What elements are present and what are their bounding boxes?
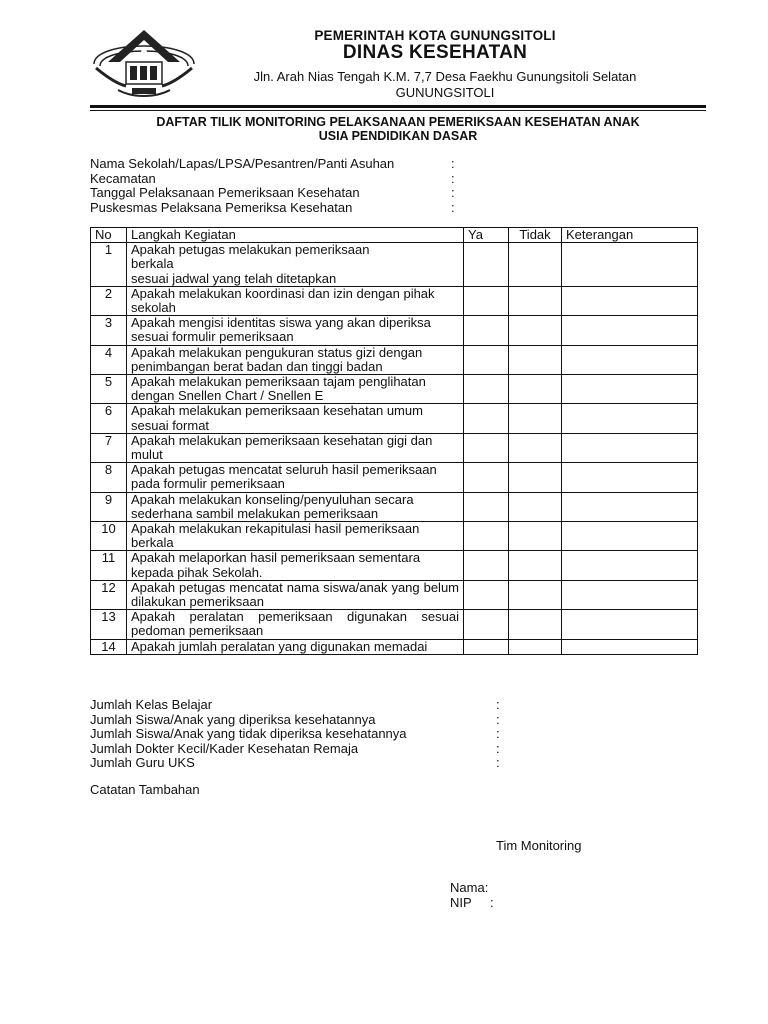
row-number: 14 <box>91 639 127 654</box>
no-cell[interactable] <box>509 316 562 345</box>
summary-colon: : <box>496 740 500 756</box>
step-text-line: sesuai jadwal yang telah ditetapkan <box>131 270 337 286</box>
name-colon: : <box>484 880 489 895</box>
info-colon: : <box>451 156 455 171</box>
row-number: 1 <box>91 243 127 287</box>
row-number: 7 <box>91 433 127 462</box>
checklist-table <box>90 227 698 655</box>
yes-cell[interactable] <box>464 492 509 521</box>
table-row <box>91 522 698 551</box>
signature-name-row <box>450 880 488 895</box>
info-row <box>90 172 470 187</box>
yes-cell[interactable] <box>464 463 509 492</box>
row-step: Apakah melakukan pemeriksaan kesehatan gigi dan mulut <box>127 433 464 462</box>
table-header-row <box>91 228 698 243</box>
notes-cell[interactable] <box>562 492 698 521</box>
document-subtitle: USIA PENDIDIKAN DASAR <box>318 129 478 143</box>
summary-colon: : <box>496 711 500 727</box>
document-title: DAFTAR TILIK MONITORING PELAKSANAAN PEMERIKSAAN KESEHATAN ANAK <box>156 115 640 129</box>
row-number: 5 <box>91 375 127 404</box>
row-step: Apakah melakukan koordinasi dan izin dengan pihak sekolah <box>127 286 464 315</box>
yes-cell[interactable] <box>464 433 509 462</box>
no-cell[interactable] <box>509 404 562 433</box>
no-cell[interactable] <box>509 463 562 492</box>
no-cell[interactable] <box>509 551 562 580</box>
row-step: Apakah melakukan konseling/penyuluhan secara sederhana sambil melakukan pemeriksaan <box>127 492 464 521</box>
header-no-answer: Tidak <box>509 228 562 243</box>
letterhead-rule <box>90 105 706 108</box>
agency-address: Jln. Arah Nias Tengah K.M. 7,7 Desa Faekhu Gunungsitoli Selatan <box>253 69 637 84</box>
yes-cell[interactable] <box>464 243 509 287</box>
row-step: Apakah petugas mencatat nama siswa/anak yang belum dilakukan pemeriksaan <box>127 580 464 609</box>
row-step: Apakah peralatan pemeriksaan digunakan sesuai pedoman pemeriksaan <box>127 610 464 639</box>
yes-cell[interactable] <box>464 286 509 315</box>
summary-row <box>90 727 510 742</box>
summary-colon: : <box>496 726 500 741</box>
info-label: Kecamatan <box>90 170 156 186</box>
table-row <box>91 433 698 462</box>
no-cell[interactable] <box>509 375 562 404</box>
notes-cell[interactable] <box>562 316 698 345</box>
row-number: 13 <box>91 610 127 639</box>
table-row <box>91 375 698 404</box>
summary-row <box>90 756 510 771</box>
notes-cell[interactable] <box>562 463 698 492</box>
row-step: Apakah melakukan pengukuran status gizi dengan penimbangan berat badan dan tinggi badan <box>127 345 464 374</box>
notes-cell[interactable] <box>562 345 698 374</box>
notes-cell[interactable] <box>562 243 698 287</box>
summary-fields <box>90 698 510 771</box>
row-number: 10 <box>91 522 127 551</box>
nip-colon: : <box>490 895 494 910</box>
info-row <box>90 157 470 172</box>
info-label: Nama Sekolah/Lapas/LPSA/Pesantren/Panti Asuhan <box>90 156 395 171</box>
notes-cell[interactable] <box>562 286 698 315</box>
no-cell[interactable] <box>509 610 562 639</box>
row-number: 11 <box>91 551 127 580</box>
yes-cell[interactable] <box>464 639 509 654</box>
yes-cell[interactable] <box>464 610 509 639</box>
summary-row <box>90 742 510 757</box>
info-label: Puskesmas Pelaksana Pemeriksa Kesehatan <box>90 199 353 215</box>
nip-label: NIP <box>450 895 472 910</box>
yes-cell[interactable] <box>464 375 509 404</box>
notes-cell[interactable] <box>562 522 698 551</box>
summary-row <box>90 713 510 728</box>
yes-cell[interactable] <box>464 580 509 609</box>
notes-label: Catatan Tambahan <box>90 782 200 797</box>
signature-block <box>450 880 494 910</box>
no-cell[interactable] <box>509 286 562 315</box>
summary-label: Jumlah Siswa/Anak yang diperiksa kesehatannya <box>90 711 376 727</box>
row-step: Apakah melaporkan hasil pemeriksaan sementara kepada pihak Sekolah. <box>127 551 464 580</box>
yes-cell[interactable] <box>464 404 509 433</box>
summary-label: Jumlah Siswa/Anak yang tidak diperiksa kesehatannya <box>90 726 407 741</box>
notes-cell[interactable] <box>562 375 698 404</box>
name-label: Nama <box>450 880 485 895</box>
table-row <box>91 580 698 609</box>
header-no: No <box>91 228 127 243</box>
row-step: Apakah melakukan pemeriksaan tajam penglihatan dengan Snellen Chart / Snellen E <box>127 375 464 404</box>
row-number: 4 <box>91 345 127 374</box>
header-step: Langkah Kegiatan <box>127 228 464 243</box>
header-notes: Keterangan <box>562 228 698 243</box>
agency-city: GUNUNGSITOLI <box>395 85 495 100</box>
table-row <box>91 345 698 374</box>
summary-row <box>90 698 510 713</box>
info-colon: : <box>451 185 455 200</box>
yes-cell[interactable] <box>464 345 509 374</box>
yes-cell[interactable] <box>464 522 509 551</box>
row-number: 3 <box>91 316 127 345</box>
table-row <box>91 286 698 315</box>
info-row <box>90 201 470 216</box>
summary-colon: : <box>496 697 500 712</box>
government-name: PEMERINTAH KOTA GUNUNGSITOLI <box>314 28 556 43</box>
row-step: Apakah petugas mencatat seluruh hasil pemeriksaan pada formulir pemeriksaan <box>127 463 464 492</box>
no-cell[interactable] <box>509 492 562 521</box>
letterhead-rule-thin <box>90 110 706 111</box>
agency-name: DINAS KESEHATAN <box>342 42 528 63</box>
table-row <box>91 463 698 492</box>
team-label: Tim Monitoring <box>496 838 582 853</box>
no-cell[interactable] <box>509 433 562 462</box>
notes-cell[interactable] <box>562 639 698 654</box>
info-row <box>90 186 470 201</box>
row-step <box>127 243 464 287</box>
yes-cell[interactable] <box>464 316 509 345</box>
table-row <box>91 551 698 580</box>
summary-label: Jumlah Kelas Belajar <box>90 697 213 712</box>
no-cell[interactable] <box>509 522 562 551</box>
row-number: 12 <box>91 580 127 609</box>
row-step: Apakah jumlah peralatan yang digunakan memadai <box>127 639 464 654</box>
table-row <box>91 404 698 433</box>
header-yes: Ya <box>464 228 509 243</box>
summary-label: Jumlah Guru UKS <box>90 755 195 770</box>
row-step: Apakah melakukan rekapitulasi hasil pemeriksaan berkala <box>127 522 464 551</box>
signature-nip-row <box>450 895 494 910</box>
row-number: 2 <box>91 286 127 315</box>
notes-cell[interactable] <box>562 580 698 609</box>
row-number: 8 <box>91 463 127 492</box>
summary-label: Jumlah Dokter Kecil/Kader Kesehatan Remaja <box>90 740 359 756</box>
info-colon: : <box>451 199 455 215</box>
table-row <box>91 610 698 639</box>
city-emblem-icon <box>88 24 200 104</box>
table-row <box>91 316 698 345</box>
notes-cell[interactable] <box>562 551 698 580</box>
info-colon: : <box>451 170 455 186</box>
info-label: Tanggal Pelaksanaan Pemeriksaan Kesehatan <box>90 185 360 200</box>
no-cell[interactable] <box>509 639 562 654</box>
summary-colon: : <box>496 755 500 770</box>
no-cell[interactable] <box>509 243 562 287</box>
row-step: Apakah melakukan pemeriksaan kesehatan umum sesuai format <box>127 404 464 433</box>
table-row <box>91 639 698 654</box>
table-row <box>91 492 698 521</box>
table-row <box>91 243 698 287</box>
step-text-line: Apakah petugas melakukan pemeriksaan berkala <box>131 242 370 272</box>
notes-cell[interactable] <box>562 404 698 433</box>
notes-cell[interactable] <box>562 610 698 639</box>
no-cell[interactable] <box>509 345 562 374</box>
no-cell[interactable] <box>509 580 562 609</box>
identity-fields <box>90 157 470 215</box>
row-number: 6 <box>91 404 127 433</box>
row-number: 9 <box>91 492 127 521</box>
row-step: Apakah mengisi identitas siswa yang akan diperiksa sesuai formulir pemeriksaan <box>127 316 464 345</box>
notes-cell[interactable] <box>562 433 698 462</box>
yes-cell[interactable] <box>464 551 509 580</box>
